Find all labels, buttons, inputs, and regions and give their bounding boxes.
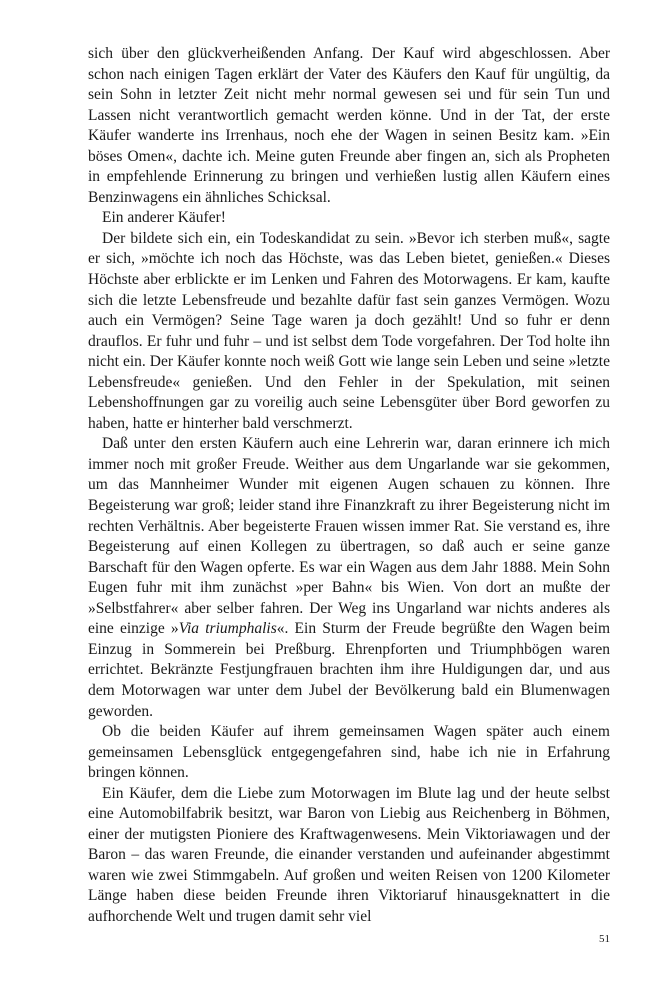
paragraph-4-text-b: «. Ein Sturm der Freude begrüßte den Wagen beim Einzug in Sommerein bei Preßburg. Ehrenpforten und Triumphbögen waren errichtet. Bekränzte Festjungfrauen brachten ihm ihre Huldigungen dar, und aus dem Motorwagen war unter dem Jubel der Bevölkerung bald ein Blumenwagen geworden. [88,620,611,720]
paragraph-2 [88,208,610,229]
paragraph-6 [88,784,610,928]
page-number: 51 [599,933,610,945]
paragraph-1 [88,44,610,208]
paragraph-4-italic-phrase: Via triumphalis [178,620,277,638]
book-page-text [88,44,610,928]
paragraph-1-text: sich über den glückverheißenden Anfang. Der Kauf wird abgeschlossen. Aber schon nach einigen Tagen erklärt der Vater des Käufers den Kauf für ungültig, da sein Sohn in letzter Zeit nicht mehr normal gewesen sei und für sein Tun und Lassen nicht verantwortlich gemacht werden könne. Und in der Tat, der erste Käufer wanderte ins Irrenhaus, noch ehe der Wagen in seinen Besitz kam. »Ein böses Omen«, dachte ich. Meine guten Freunde aber fingen an, sich als Propheten in empfehlende Erinnerung zu bringen und verhießen lustig allen Käufern eines Benzinwagens ein ähnliches Schicksal. [88,45,610,206]
paragraph-2-text: Ein anderer Käufer! [102,209,226,227]
paragraph-3-text: Der bildete sich ein, ein Todeskandidat zu sein. »Bevor ich sterben muß«, sagte er sich, »möchte ich noch das Höchste, was das Leben bietet, genießen.« Dieses Höchste aber erblickte er im Lenken und Fahren des Motorwagens. Er kam, kaufte sich die letzte Lebensfreude und bezahlte dafür fast sein ganzes Vermögen. Wozu auch ein Vermögen? Seine Tage waren ja doch gezählt! Und so fuhr er denn drauflos. Er fuhr und fuhr – und ist selbst dem Tode vorgefahren. Der Tod holte ihn nicht ein. Der Käufer konnte noch weiß Gott wie lange sein Leben und seine »letzte Lebensfreude« genießen. Und den Fehler in der Spekulation, mit seinen Lebenshoffnungen gar zu voreilig auch seine Lebensgüter über Bord geworfen zu haben, hatte er hinterher bald verschmerzt. [88,229,610,432]
paragraph-3 [88,229,610,434]
paragraph-6-text: Ein Käufer, dem die Liebe zum Motorwagen im Blute lag und der heute selbst eine Automobilfabrik besitzt, war Baron von Liebig aus Reichenberg in Böhmen, einer der mutigsten Pioniere des Kraftwagenwesens. Mein Viktoriawagen und der Baron – das waren Freunde, die einander verstanden und aufeinander abgestimmt waren wie zwei Stimmgabeln. Auf großen und weiten Reisen von 1200 Kilometer Länge haben diese beiden Freunde ihren Viktoriaruf hinausgeknattert in die aufhorchende Welt und trugen damit sehr viel [88,784,610,925]
paragraph-4-text-a: Daß unter den ersten Käufern auch eine Lehrerin war, daran erinnere ich mich immer noch mit großer Freude. Weither aus dem Ungarlande war sie gekommen, um das Mannheimer Wunder mit eigenen Augen schauen zu können. Ihre Begeisterung war groß; leider stand ihre Finanzkraft zu ihrer Begeisterung nicht im rechten Verhältnis. Aber begeisterte Frauen wissen immer Rat. Sie verstand es, ihre Begeisterung auf einen Kollegen zu übertragen, so daß auch er seine ganze Barschaft für den Wagen opferte. Es war ein Wagen aus dem Jahr 1888. Mein Sohn Eugen fuhr mit ihm zunächst »per Bahn« bis Wien. Von dort an mußte der »Selbstfahrer« aber selber fahren. Der Weg ins Ungarland war nichts anderes als eine einzige » [88,435,610,638]
paragraph-5-text: Ob die beiden Käufer auf ihrem gemeinsamen Wagen später auch einem gemeinsamen Lebensglück entgegengefahren sind, habe ich nie in Erfahrung bringen können. [88,723,610,782]
paragraph-5 [88,722,610,784]
paragraph-4 [88,434,610,722]
